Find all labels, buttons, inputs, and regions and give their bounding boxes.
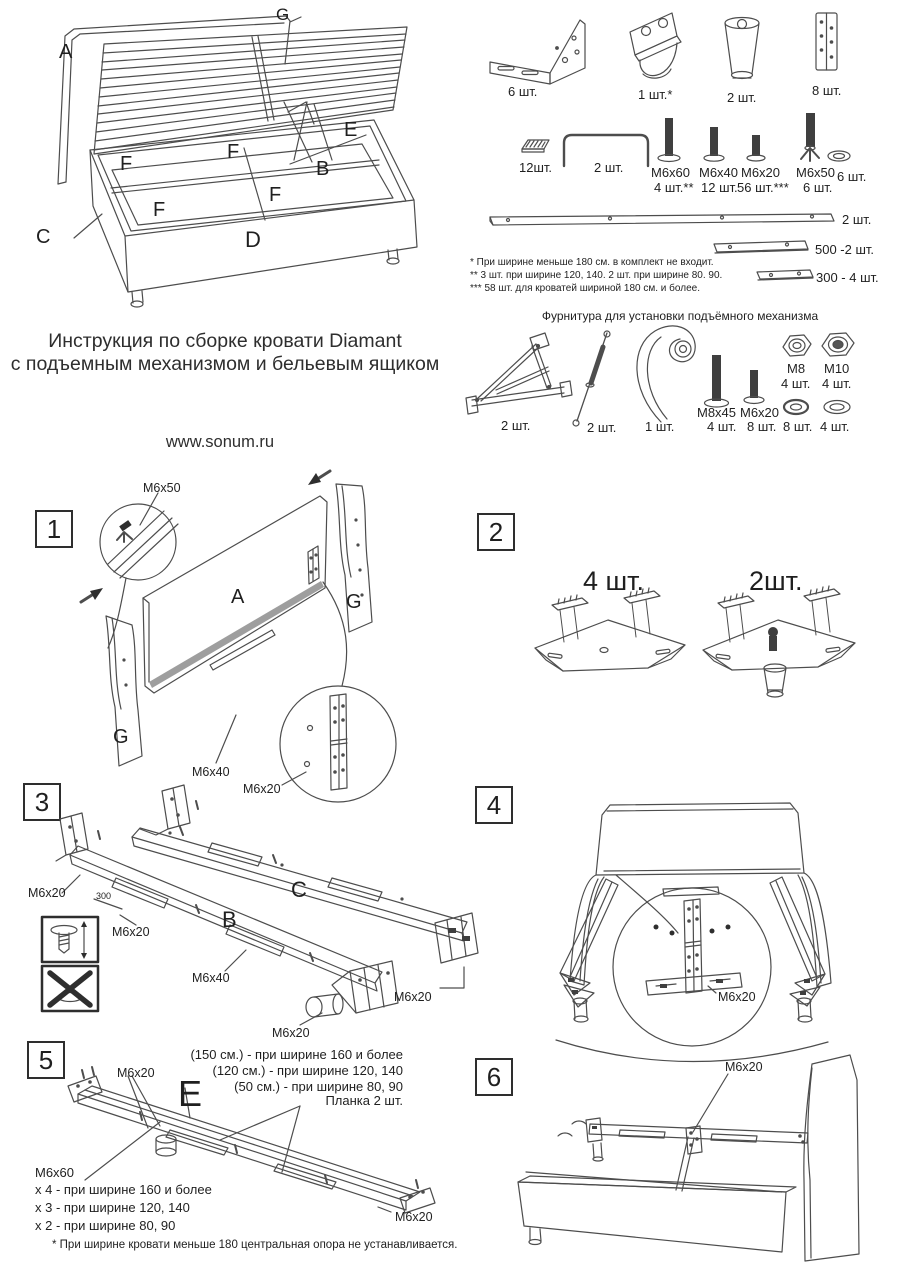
title-line-2: с подъемным механизмом и бельевым ящиком xyxy=(10,353,440,375)
fastener-label-m6x20-s5: M6x20 xyxy=(117,1066,155,1080)
fastener-label-m6x20-right: M6x20 xyxy=(394,990,432,1004)
qty-strap: 1 шт. xyxy=(645,419,675,434)
qty-leg: 2 шт. xyxy=(727,90,757,105)
panel-label-a: A xyxy=(231,586,245,608)
step-4-diagram xyxy=(460,775,900,1060)
part-label-g: G xyxy=(276,5,290,24)
corner-bracket-icon xyxy=(490,20,585,84)
part-label-f4: F xyxy=(269,184,282,206)
qty-bolt-m6x20-lift: 8 шт. xyxy=(747,419,777,434)
fastener-label-m6x20-s6: M6x20 xyxy=(725,1060,763,1074)
qty-pad: 12шт. xyxy=(519,160,553,175)
document-title xyxy=(5,330,445,376)
qty-bracket-2: 2шт. xyxy=(749,566,803,596)
qty-corner-bracket: 6 шт. xyxy=(508,84,538,99)
width-note-80: х 2 - при ширине 80, 90 xyxy=(35,1218,176,1233)
website-url: www.sonum.ru xyxy=(165,433,275,451)
part-label-f3: F xyxy=(153,199,166,221)
panel-label-c: C xyxy=(291,877,307,902)
bolt-m6x50-leg-icon xyxy=(801,113,819,161)
lift-mechanism-icon xyxy=(466,333,572,414)
pad-icon xyxy=(522,140,549,152)
qty-bracket-4: 4 шт. xyxy=(583,566,645,596)
qty-rail-short: 300 - 4 шт. xyxy=(816,270,879,285)
washer-m8-icon xyxy=(784,400,808,414)
gas-strut-icon xyxy=(573,331,610,426)
qty-bolt-m6x50: 6 шт. xyxy=(803,180,833,195)
size-bolt-m6x20-lift: M6x20 xyxy=(740,405,780,420)
leg-cylinder xyxy=(306,994,343,1017)
flat-plate-icon xyxy=(816,13,837,70)
qty-lift-mechanism: 2 шт. xyxy=(501,418,531,433)
bolt-m6x20-lift-icon xyxy=(744,370,764,404)
rail-long-icon xyxy=(490,214,834,225)
fastener-label-m6x60: M6x60 xyxy=(35,1165,75,1180)
qty-rail-mid: 500 -2 шт. xyxy=(815,242,875,257)
qty-washer: 6 шт. xyxy=(837,169,867,184)
step-2-diagram xyxy=(460,490,900,715)
fastener-label-m6x20-s4: M6x20 xyxy=(718,990,756,1004)
lift-hardware-header: Фурнитура для установки подъёмного механизма xyxy=(541,309,819,323)
size-bolt-m6x50: M6x50 xyxy=(796,165,836,180)
bolt-m6x60-icon xyxy=(658,118,680,162)
footnote: * При ширине кровати меньше 180 центральная опора не устанавливается. xyxy=(52,1239,458,1251)
fastener-label-m6x20: M6x20 xyxy=(243,782,281,796)
overview-bed-diagram xyxy=(22,2,467,312)
size-bolt-m6x40: M6x40 xyxy=(699,165,739,180)
plank-label-e: E xyxy=(178,1073,203,1114)
bolt-m8x45-icon xyxy=(705,355,729,407)
size-nut-m10: M10 xyxy=(824,361,850,376)
fastener-label-m6x40-mid: M6x40 xyxy=(192,971,230,985)
rail-short-icon xyxy=(757,270,813,280)
step-1-number: 1 xyxy=(35,510,73,548)
part-label-a: A xyxy=(59,41,73,63)
qty-nut-m10: 4 шт. xyxy=(822,376,852,391)
note-1: * При ширине меньше 180 см. в комплект не входит. xyxy=(470,257,714,268)
fastener-label-m6x40: M6x40 xyxy=(192,765,230,779)
step-4-number: 4 xyxy=(475,786,513,824)
step-6-diagram xyxy=(460,1040,900,1275)
nut-m8-icon xyxy=(783,335,811,356)
note-3: *** 58 шт. для кроватей шириной 180 см. и более. xyxy=(470,283,700,294)
note-2: ** 3 шт. при ширине 120, 140. 2 шт. при ширине 80. 90. xyxy=(470,270,723,281)
bolt-m6x20-icon xyxy=(747,135,765,161)
nut-m10-icon xyxy=(822,333,854,356)
qty-washer-m8: 8 шт. xyxy=(783,419,813,434)
part-label-e: E xyxy=(344,119,358,141)
part-label-d: D xyxy=(245,227,261,252)
title-line-1: Инструкция по сборке кровати Diamant xyxy=(48,330,402,352)
panel-label-g-left: G xyxy=(113,726,129,748)
step-3-diagram xyxy=(20,775,475,1053)
part-label-f2: F xyxy=(227,141,240,163)
plank-qty-note: Планка 2 шт. xyxy=(325,1093,403,1108)
qty-u-rod: 2 шт. xyxy=(594,160,624,175)
step-6-number: 6 xyxy=(475,1058,513,1096)
option-150: (150 см.) - при ширине 160 и более xyxy=(190,1047,403,1062)
step-5-number: 5 xyxy=(27,1041,65,1079)
fastener-label-m6x20-b: M6x20 xyxy=(112,925,150,939)
rail-mid-icon xyxy=(714,241,808,253)
part-label-b: B xyxy=(316,158,330,180)
qty-washer-m10: 4 шт. xyxy=(820,419,850,434)
qty-flat-plate: 8 шт. xyxy=(812,83,842,98)
fastener-label-m6x50: M6x50 xyxy=(143,481,181,495)
fastener-label-m6x20-left: M6x20 xyxy=(28,886,66,900)
fastener-label-m6x20-bottom: M6x20 xyxy=(272,1026,310,1040)
size-bolt-m8x45: M8x45 xyxy=(697,405,737,420)
dimension-label-300: 300 xyxy=(96,891,112,901)
center-bolt xyxy=(768,627,778,651)
size-bolt-m6x20: M6x20 xyxy=(741,165,781,180)
width-note-120: х 3 - при ширине 120, 140 xyxy=(35,1200,190,1215)
qty-bolt-m6x20: 56 шт.*** xyxy=(737,180,789,195)
dowel-pad-right-2 xyxy=(804,586,840,635)
size-nut-m8: M8 xyxy=(787,361,806,376)
washer-icon xyxy=(828,151,850,161)
fastener-label-m6x20-s5-right: M6x20 xyxy=(395,1210,433,1224)
leg-icon xyxy=(725,18,759,79)
bolt-m6x40-icon xyxy=(704,127,724,161)
qty-hinge-bracket: 1 шт.* xyxy=(638,87,673,102)
qty-bolt-m8x45: 4 шт. xyxy=(707,419,737,434)
option-50: (50 см.) - при ширине 80, 90 xyxy=(234,1079,403,1094)
size-bolt-m6x60: M6x60 xyxy=(651,165,691,180)
qty-gas-strut: 2 шт. xyxy=(587,420,617,435)
step-1-diagram xyxy=(20,460,460,795)
step-3-number: 3 xyxy=(23,783,61,821)
qty-nut-m8: 4 шт. xyxy=(781,376,811,391)
step-2-number: 2 xyxy=(477,513,515,551)
width-note-160: х 4 - при ширине 160 и более xyxy=(35,1182,212,1197)
part-label-f1: F xyxy=(120,153,133,175)
qty-bolt-m6x40: 12 шт. xyxy=(701,180,738,195)
hinge-bracket-icon xyxy=(630,13,681,78)
qty-bolt-m6x60: 4 шт.** xyxy=(654,180,694,195)
option-120: (120 см.) - при ширине 120, 140 xyxy=(212,1063,403,1078)
qty-rail-long: 2 шт. xyxy=(842,212,872,227)
part-label-c: C xyxy=(36,226,51,248)
washer-m10-icon xyxy=(824,401,850,414)
dowel-pad-right-1 xyxy=(718,593,754,642)
panel-label-g-right: G xyxy=(346,591,362,613)
panel-label-b: B xyxy=(222,907,237,932)
strap-icon xyxy=(637,326,695,422)
